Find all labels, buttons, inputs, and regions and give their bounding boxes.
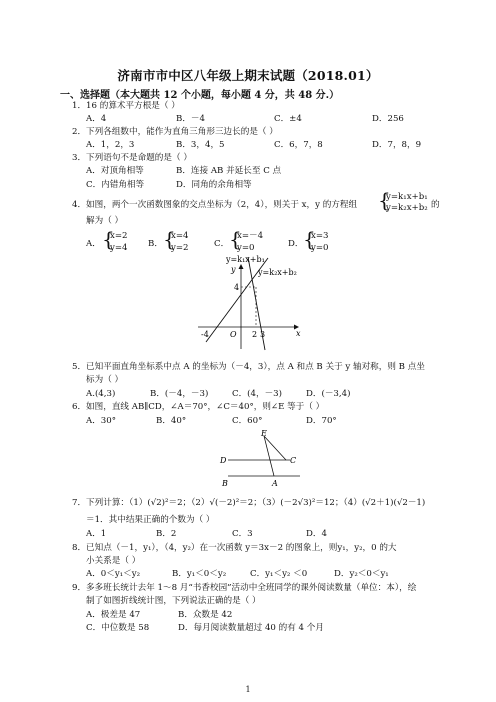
question-8-stem-2: 小关系是（ ） — [86, 556, 141, 566]
option-c-y: y=0 — [237, 243, 255, 253]
question-7-stem-2: ＝1．其中结果正确的个数为（ ） — [86, 515, 215, 525]
question-6-option-d: D．70° — [306, 416, 337, 426]
tick-neg4: -4 — [201, 330, 209, 339]
point-c-label: C — [290, 456, 297, 465]
parallel-lines-figure — [214, 428, 314, 490]
option-c-x: x=－4 — [237, 231, 264, 241]
question-9-option-c: C．中位数是 58 — [86, 623, 150, 633]
line-k1-label: y=k₁x+b₁ — [226, 255, 265, 264]
y-axis-label: y — [231, 265, 236, 274]
question-3-option-b: B．连接 AB 并延长至 C 点 — [176, 166, 282, 176]
question-5-stem: 5．已知平面直角坐标系中点 A 的坐标为（－4，3），点 A 和点 B 关于 y 轴对称，则 B 点坐 — [72, 362, 425, 372]
section-heading: 一、选择题（本大题共 12 个小题，每小题 4 分，共 48 分.） — [60, 90, 340, 101]
page-number: 1 — [245, 685, 251, 694]
question-8-option-c: C．y₁＜y₂ ＜0 — [250, 569, 308, 579]
tick-3: 3 — [260, 330, 266, 339]
tick-2: 2 — [252, 330, 258, 339]
page-title: 济南市市中区八年级上期末试题（2018.01） — [117, 68, 379, 83]
question-4-option-a-label: A． — [86, 239, 101, 249]
question-4-option-c-label: C． — [214, 239, 230, 249]
question-2-option-b: B．3，4，5 — [176, 140, 225, 150]
tick-4: 4 — [234, 283, 240, 292]
question-3-option-a: A．对顶角相等 — [86, 166, 144, 176]
question-9-option-d: D．每月阅读数量超过 40 的有 4 个月 — [178, 623, 324, 633]
function-graph — [196, 254, 306, 354]
system-equation-1: y=k₁x+b₁ — [386, 192, 428, 202]
question-7-stem: 7．下列计算：（1）(√2)²＝2；（2）√(－2)²＝2；（3）(－2√3)²＝12；（4）(√2＋1)(√2－1) — [72, 498, 426, 508]
origin-label: O — [230, 330, 237, 339]
question-1-option-c: C．±4 — [274, 114, 302, 124]
question-2-option-c: C．6，7，8 — [274, 140, 323, 150]
question-5-stem-2: 标为（ ） — [86, 375, 124, 385]
question-3-option-c: C．内错角相等 — [86, 180, 145, 190]
question-7-option-b: B．2 — [156, 529, 177, 539]
x-axis-label: x — [296, 329, 301, 338]
question-4-tail: 的 — [431, 200, 440, 210]
question-4-option-d-label: D． — [288, 239, 304, 249]
question-8-option-a: A．0＜y₁＜y₂ — [86, 569, 141, 579]
point-a-label: A — [272, 479, 278, 488]
question-4-option-b-label: B． — [148, 239, 163, 249]
question-4-stem-2: 解为（ ） — [86, 216, 124, 226]
question-1-option-a: A．4 — [86, 114, 107, 124]
question-8-option-d: D．y₂＜0＜y₁ — [334, 569, 389, 579]
point-b-label: B — [222, 479, 228, 488]
question-6-option-a: A．30° — [86, 416, 117, 426]
option-b-x: x=4 — [171, 231, 189, 241]
option-d-brace: { — [303, 227, 316, 251]
question-2-option-d: D．7，8，9 — [372, 140, 422, 150]
question-3-option-d: D．同角的余角相等 — [176, 180, 252, 190]
point-d-label: D — [220, 456, 227, 465]
question-9-stem: 9．多多班长统计去年 1～8 月“书香校园”活动中全班同学的课外阅读数量（单位：本），绘 — [72, 583, 417, 593]
question-9-option-b: B．众数是 42 — [178, 610, 233, 620]
option-b-brace: { — [163, 227, 176, 251]
question-6-option-b: B．40° — [156, 416, 187, 426]
question-2-stem: 2．下列各组数中，能作为直角三角形三边长的是（ ） — [72, 127, 278, 137]
question-8-option-b: B．y₁＜0＜y₂ — [172, 569, 227, 579]
question-9-stem-2: 制了如图折线统计图，下列说法正确的是（ ） — [86, 596, 261, 606]
question-9-option-a: A．极差是 47 — [86, 610, 141, 620]
question-7-option-d: D．4 — [306, 529, 327, 539]
question-1-option-d: D．256 — [372, 114, 404, 124]
option-a-brace: { — [102, 227, 115, 251]
question-5-option-d: D．(－3,4) — [306, 389, 351, 399]
question-7-option-c: C．3 — [232, 529, 253, 539]
option-b-y: y=2 — [171, 243, 189, 253]
option-d-y: y=0 — [311, 243, 329, 253]
line-k2-label: y=k₂x+b₂ — [258, 268, 297, 277]
system-brace: { — [378, 188, 391, 212]
question-5-option-a: A.(4,3) — [86, 389, 116, 399]
question-8-stem: 8．已知点（－1，y₁），（4，y₂）在一次函数 y＝3x－2 的图象上，则y₁，y₂，0 的大 — [72, 543, 397, 553]
option-a-x: x=2 — [110, 231, 128, 241]
question-6-stem: 6．如图，直线 AB∥CD，∠A＝70°，∠C＝40°，则∠E 等于（ ） — [72, 402, 325, 412]
question-3-stem: 3．下列语句不是命题的是（ ） — [72, 153, 192, 163]
question-5-option-b: B．(－4，－3) — [150, 389, 209, 399]
question-5-option-c: C．(4，－3) — [232, 389, 282, 399]
system-equation-2: y=k₂x+b₂ — [386, 203, 428, 213]
question-6-option-c: C．60° — [232, 416, 263, 426]
question-1-stem: 1．16 的算术平方根是（ ） — [72, 101, 180, 111]
point-e-label: E — [261, 429, 267, 438]
option-d-x: x=3 — [311, 231, 329, 241]
question-7-option-a: A．1 — [86, 529, 107, 539]
question-1-option-b: B．－4 — [176, 114, 205, 124]
question-4-stem: 4．如图，两个一次函数图象的交点坐标为（2，4），则关于 x，y 的方程组 — [72, 200, 358, 210]
question-2-option-a: A．1，2，3 — [86, 140, 135, 150]
option-c-brace: { — [229, 227, 242, 251]
option-a-y: y=4 — [110, 243, 128, 253]
y-axis-arrow — [239, 264, 244, 269]
